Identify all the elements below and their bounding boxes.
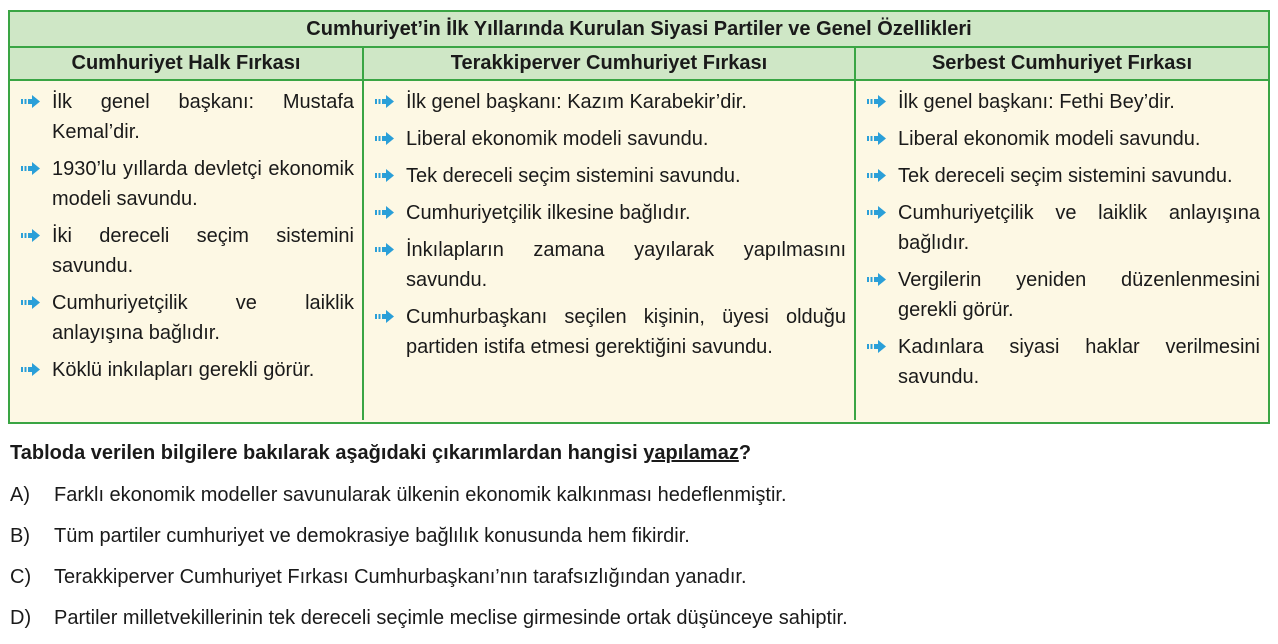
arrow-right-icon bbox=[866, 124, 888, 154]
option-d[interactable] bbox=[10, 603, 848, 644]
list-item-text: Vergilerin yeniden düzenlenmesini gerekli görür. bbox=[898, 269, 1260, 321]
list-item-text: Liberal ekonomik modeli savundu. bbox=[406, 128, 709, 150]
parties-table bbox=[8, 10, 1270, 424]
option-text: Partiler milletvekillerinin tek dereceli seçimle meclise girmesinde ortak düşünceye sahiptir. bbox=[54, 607, 848, 629]
table-header-row bbox=[10, 48, 1268, 81]
list-item-text: Cumhuriyetçilik ve laiklik anlayışına bağlıdır. bbox=[898, 202, 1260, 254]
list-item-text: 1930’lu yıllarda devletçi ekonomik modeli savundu. bbox=[52, 158, 354, 210]
arrow-right-icon bbox=[866, 265, 888, 295]
arrow-right-icon bbox=[374, 198, 396, 228]
arrow-right-icon bbox=[374, 124, 396, 154]
list-item bbox=[372, 161, 846, 191]
table-body-row bbox=[10, 81, 1268, 420]
list-item bbox=[18, 355, 354, 385]
arrow-right-icon bbox=[866, 332, 888, 362]
arrow-right-icon bbox=[20, 288, 42, 318]
list-item-text: İki dereceli seçim sistemini savundu. bbox=[52, 225, 354, 277]
list-item bbox=[864, 161, 1260, 191]
list-item bbox=[372, 124, 846, 154]
column-scf bbox=[856, 81, 1268, 420]
option-letter: B) bbox=[10, 525, 30, 547]
column-tcf bbox=[364, 81, 856, 420]
option-letter: C) bbox=[10, 566, 32, 588]
column-chf bbox=[10, 81, 364, 420]
list-item bbox=[372, 235, 846, 295]
list-item-text: Köklü inkılapları gerekli görür. bbox=[52, 359, 315, 381]
list-item-text: Tek dereceli seçim sistemini savundu. bbox=[406, 165, 741, 187]
list-item-text: İnkılapların zamana yayılarak yapılmasını savundu. bbox=[406, 239, 846, 291]
list-item bbox=[18, 87, 354, 147]
arrow-right-icon bbox=[374, 302, 396, 332]
option-letter: D) bbox=[10, 607, 32, 629]
list-item bbox=[864, 124, 1260, 154]
scf-list bbox=[864, 87, 1260, 392]
arrow-right-icon bbox=[866, 87, 888, 117]
arrow-right-icon bbox=[866, 198, 888, 228]
arrow-right-icon bbox=[866, 161, 888, 191]
option-c[interactable] bbox=[10, 562, 848, 603]
list-item bbox=[864, 87, 1260, 117]
question-after: ? bbox=[738, 442, 752, 464]
list-item bbox=[864, 332, 1260, 392]
list-item-text: İlk genel başkanı: Mustafa Kemal’dir. bbox=[52, 91, 354, 143]
answer-options bbox=[10, 480, 848, 644]
arrow-right-icon bbox=[20, 221, 42, 251]
column-header-scf: Serbest Cumhuriyet Fırkası bbox=[931, 52, 1193, 74]
list-item-text: Cumhuriyetçilik ilkesine bağlıdır. bbox=[406, 202, 691, 224]
list-item bbox=[864, 198, 1260, 258]
arrow-right-icon bbox=[374, 235, 396, 265]
chf-list bbox=[18, 87, 354, 385]
list-item bbox=[18, 221, 354, 281]
list-item-text: Tek dereceli seçim sistemini savundu. bbox=[898, 165, 1233, 187]
arrow-right-icon bbox=[20, 87, 42, 117]
list-item bbox=[372, 87, 846, 117]
list-item-text: Cumhurbaşkanı seçilen kişinin, üyesi olduğu partiden istifa etmesi gerektiğini savundu. bbox=[406, 306, 846, 358]
list-item bbox=[864, 265, 1260, 325]
column-header-tcf: Terakkiperver Cumhuriyet Fırkası bbox=[364, 48, 856, 79]
tcf-list bbox=[372, 87, 846, 362]
list-item bbox=[18, 154, 354, 214]
table-title: Cumhuriyet’in İlk Yıllarında Kurulan Siyasi Partiler ve Genel Özellikleri bbox=[10, 12, 1268, 48]
question-underlined: yapılamaz bbox=[643, 442, 739, 464]
list-item-text: İlk genel başkanı: Kazım Karabekir’dir. bbox=[406, 91, 747, 113]
arrow-right-icon bbox=[374, 161, 396, 191]
list-item-text: Kadınlara siyasi haklar verilmesini savundu. bbox=[898, 336, 1260, 388]
question-text bbox=[10, 442, 751, 465]
option-letter: A) bbox=[10, 484, 30, 506]
arrow-right-icon bbox=[20, 355, 42, 385]
option-a[interactable] bbox=[10, 480, 848, 521]
option-text: Farklı ekonomik modeller savunularak ülkenin ekonomik kalkınması hedeflenmiştir. bbox=[54, 484, 787, 506]
arrow-right-icon bbox=[20, 154, 42, 184]
list-item-text: Cumhuriyetçilik ve laiklik anlayışına bağlıdır. bbox=[52, 292, 354, 344]
question-before: Tabloda verilen bilgilere bakılarak aşağıdaki çıkarımlardan hangisi bbox=[10, 442, 644, 464]
column-header-chf: Cumhuriyet Halk Fırkası bbox=[10, 48, 364, 79]
option-b[interactable] bbox=[10, 521, 848, 562]
list-item bbox=[372, 302, 846, 362]
list-item bbox=[372, 198, 846, 228]
option-text: Tüm partiler cumhuriyet ve demokrasiye bağlılık konusunda hem fikirdir. bbox=[54, 525, 690, 547]
list-item-text: İlk genel başkanı: Fethi Bey’dir. bbox=[898, 91, 1175, 113]
arrow-right-icon bbox=[374, 87, 396, 117]
list-item bbox=[18, 288, 354, 348]
option-text: Terakkiperver Cumhuriyet Fırkası Cumhurbaşkanı’nın tarafsızlığından yanadır. bbox=[54, 566, 747, 588]
list-item-text: Liberal ekonomik modeli savundu. bbox=[898, 128, 1201, 150]
